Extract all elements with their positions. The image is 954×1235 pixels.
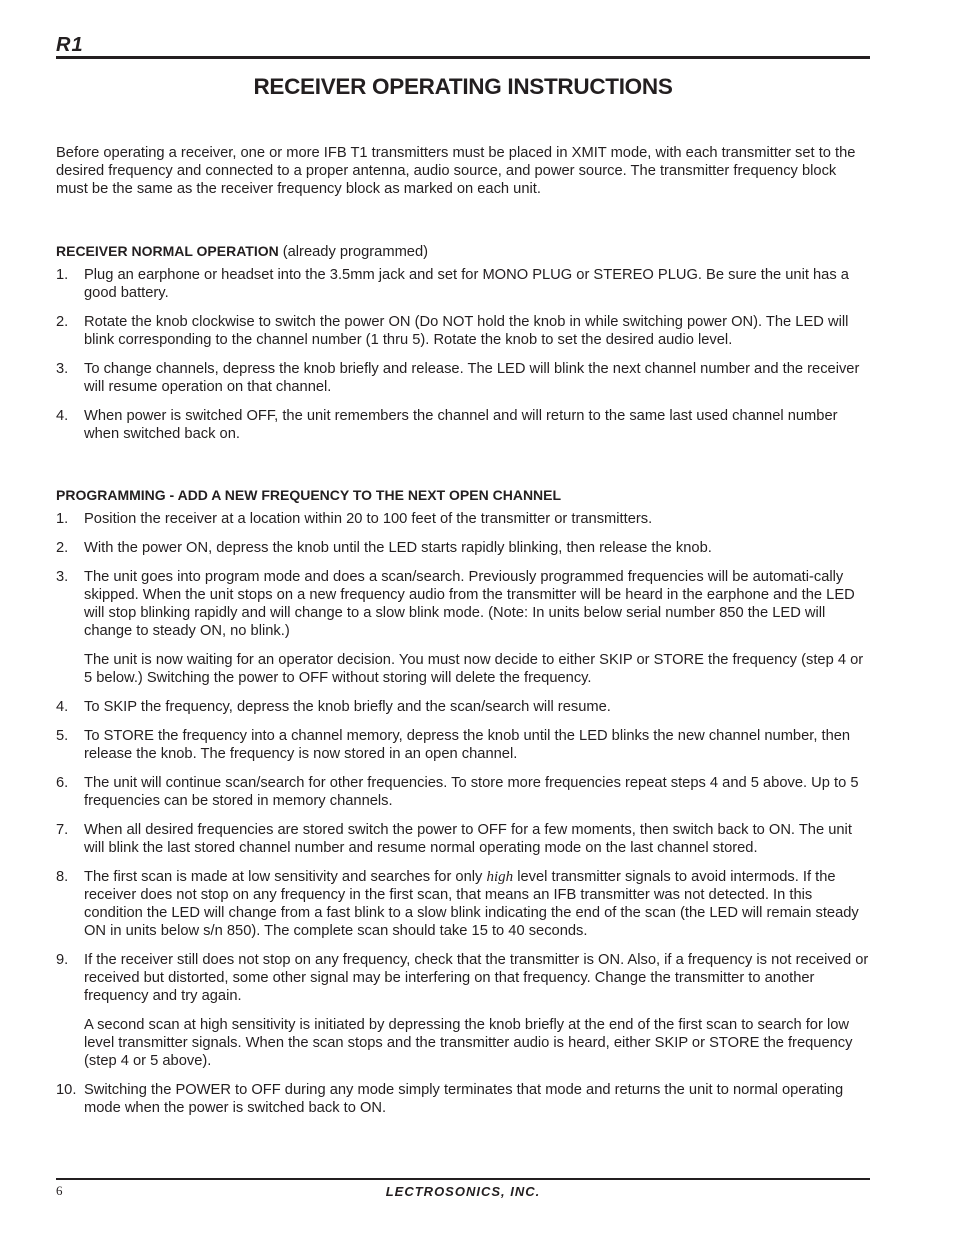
list-item: [56, 698, 872, 716]
item-text: To change channels, depress the knob briefly and release. The LED will blink the next channel number and the receiver will resume operation on that channel.: [84, 361, 860, 395]
item-text: To STORE the frequency into a channel memory, depress the knob until the LED blinks the new channel number, then release the knob. The frequency is now stored in an open channel.: [84, 728, 851, 762]
item-number: 3.: [56, 569, 69, 585]
normal-operation-section: [56, 242, 872, 443]
page-number: 6: [56, 1183, 63, 1198]
item-text-end: level transmitter signals to avoid intermods. If the receiver does not stop on any frequency in the first scan, that means an IFB transmitter was not detected. In this condition the LED will change from a fast blink to a slow blink indicating the end of the scan (the LED will remain steady ON in units below s/n 850). The complete scan should take 15 to 40 seconds.: [84, 869, 859, 939]
item-number: 6.: [56, 775, 69, 791]
list-item: [56, 568, 872, 640]
list-item: [56, 821, 872, 857]
list-item: [56, 539, 872, 557]
item-number: 4.: [56, 408, 69, 424]
company-name: LECTROSONICS, INC.: [385, 1184, 541, 1199]
list-item: [56, 510, 872, 528]
page-title: RECEIVER OPERATING INSTRUCTIONS: [253, 74, 673, 99]
list-item: [56, 360, 872, 396]
item-continuation: The unit is now waiting for an operator decision. You must now decide to either SKIP or STORE the frequency (step 4 or 5 below.) Switching the power to OFF without storing will delete the frequency.: [84, 652, 864, 686]
item-number: 2.: [56, 314, 69, 330]
item-text: Position the receiver at a location within 20 to 100 feet of the transmitter or transmitters.: [84, 511, 653, 527]
model-label: R1: [56, 34, 84, 56]
emphasized-word: high: [486, 869, 514, 885]
programming-section: [56, 486, 872, 1117]
item-continuation: A second scan at high sensitivity is initiated by depressing the knob briefly at the end of the first scan to search for low level transmitter signals. When the scan stops and the transmitter audio is heard, either SKIP or STORE the frequency (step 4 or 5 above).: [84, 1017, 853, 1069]
item-text: Switching the POWER to OFF during any mode simply terminates that mode and returns the unit to normal operating mode when the power is switched back to ON.: [84, 1082, 844, 1116]
section-heading: [56, 242, 872, 260]
list-item: [56, 951, 872, 1005]
list-item: [56, 313, 872, 349]
item-text: The unit will continue scan/search for other frequencies. To store more frequencies repeat steps 4 and 5 above. Up to 5 frequencies can be stored in memory channels.: [84, 775, 859, 809]
item-text: Rotate the knob clockwise to switch the power ON (Do NOT hold the knob in while switching power ON). The LED will blink corresponding to the channel number (1 thru 5). Rotate the knob to set the desired audio level.: [84, 314, 849, 348]
item-number: 8.: [56, 869, 69, 885]
item-text: Plug an earphone or headset into the 3.5mm jack and set for MONO PLUG or STEREO PLUG. Be sure the unit has a good battery.: [84, 267, 849, 301]
list-item: [56, 1081, 872, 1117]
list-item: [56, 774, 872, 810]
item-number: 5.: [56, 728, 69, 744]
list-item: [56, 868, 872, 940]
item-text: The unit goes into program mode and does a scan/search. Previously programmed frequencies will be automati-cally skipped. When the unit stops on a new frequency audio from the transmitter will be heard in the earphone and the LED will stop blinking rapidly and will change to a slow blink mode. (Note: In units below serial number 850 the LED will change to steady ON, no blink.): [84, 569, 855, 639]
header-rule: [56, 56, 870, 59]
list-item: [56, 407, 872, 443]
section-heading: PROGRAMMING - ADD A NEW FREQUENCY TO THE NEXT OPEN CHANNEL: [56, 487, 562, 503]
item-text: When power is switched OFF, the unit remembers the channel and will return to the same last used channel number when switched back on.: [84, 408, 838, 442]
item-text: To SKIP the frequency, depress the knob briefly and the scan/search will resume.: [84, 699, 611, 715]
item-text: When all desired frequencies are stored switch the power to OFF for a few moments, then switch back to ON. The unit will blink the last stored channel number and resume normal operating mode on the last channel stored.: [84, 822, 852, 856]
footer-rule: [56, 1178, 870, 1180]
intro-paragraph: Before operating a receiver, one or more IFB T1 transmitters must be placed in XMIT mode, with each transmitter set to the desired frequency and connected to a proper antenna, audio source, and power source. The transmitter frequency block must be the same as the receiver frequency block as marked on each unit.: [56, 145, 856, 197]
item-text: [84, 868, 872, 940]
list-item: [56, 266, 872, 302]
list-item: [56, 727, 872, 763]
item-number: 9.: [56, 952, 69, 968]
item-number: 4.: [56, 699, 69, 715]
item-number: 10.: [56, 1082, 77, 1098]
item-number: 1.: [56, 267, 69, 283]
item-number: 2.: [56, 540, 69, 556]
section-heading-note: (already programmed): [282, 244, 429, 260]
item-number: 3.: [56, 361, 69, 377]
item-text-start: The first scan is made at low sensitivity and searches for only: [84, 869, 487, 885]
item-number: 7.: [56, 822, 69, 838]
section-heading-text: RECEIVER NORMAL OPERATION: [56, 243, 279, 259]
item-number: 1.: [56, 511, 69, 527]
item-text: With the power ON, depress the knob until the LED starts rapidly blinking, then release the knob.: [84, 540, 712, 556]
item-text: If the receiver still does not stop on any frequency, check that the transmitter is ON. Also, if a frequency is not received or received but distorted, some other signal may be interfering on that frequency. Change the transmitter to another frequency and try again.: [84, 952, 869, 1004]
